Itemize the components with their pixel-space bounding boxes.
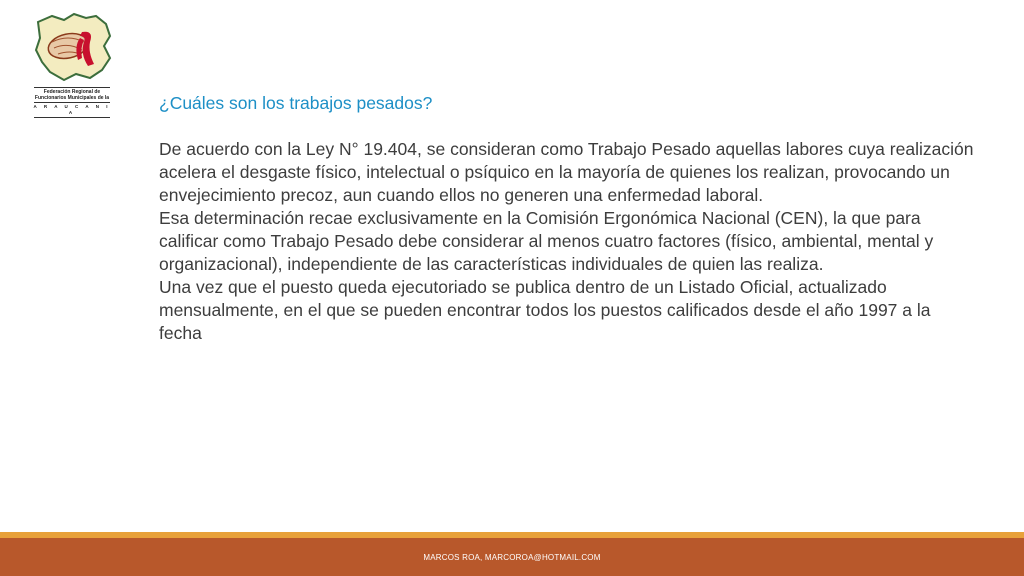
paragraph-official-list: Una vez que el puesto queda ejecutoriado se publica dentro de un Listado Oficial, actualizado mensualmente, en el que se pueden encontrar todos los puestos calificados desde el año 1997 a la fecha	[159, 277, 931, 343]
logo-rule-top	[34, 87, 110, 88]
araucania-map-emblem-icon	[30, 12, 114, 84]
footer-author-text: MARCOS ROA, MARCOROA@HOTMAIL.COM	[423, 553, 601, 562]
logo-rule-bottom	[34, 117, 110, 118]
logo-line-3: A R A U C A N I A	[33, 104, 111, 115]
slide-body	[159, 92, 974, 345]
logo-caption	[30, 86, 114, 119]
federation-logo	[30, 12, 114, 115]
logo-rule-middle	[34, 102, 110, 103]
logo-line-2: Funcionarios Municipales de la	[34, 95, 110, 101]
slide-heading: ¿Cuáles son los trabajos pesados?	[159, 93, 433, 113]
logo-line-1: Federación Regional de	[43, 89, 101, 95]
paragraph-cen: Esa determinación recae exclusivamente en la Comisión Ergonómica Nacional (CEN), la que para calificar como Trabajo Pesado debe considerar al menos cuatro factores (físico, ambiental, mental y organizacional), independiente de las características individuales de quien las realiza.	[159, 208, 934, 274]
paragraph-definition: De acuerdo con la Ley N° 19.404, se consideran como Trabajo Pesado aquellas labores cuya realización acelera el desgaste físico, intelectual o psíquico en la mayoría de quienes los realizan, provocando un envejecimiento precoz, aun cuando ellos no generen una enfermedad laboral.	[159, 139, 974, 205]
